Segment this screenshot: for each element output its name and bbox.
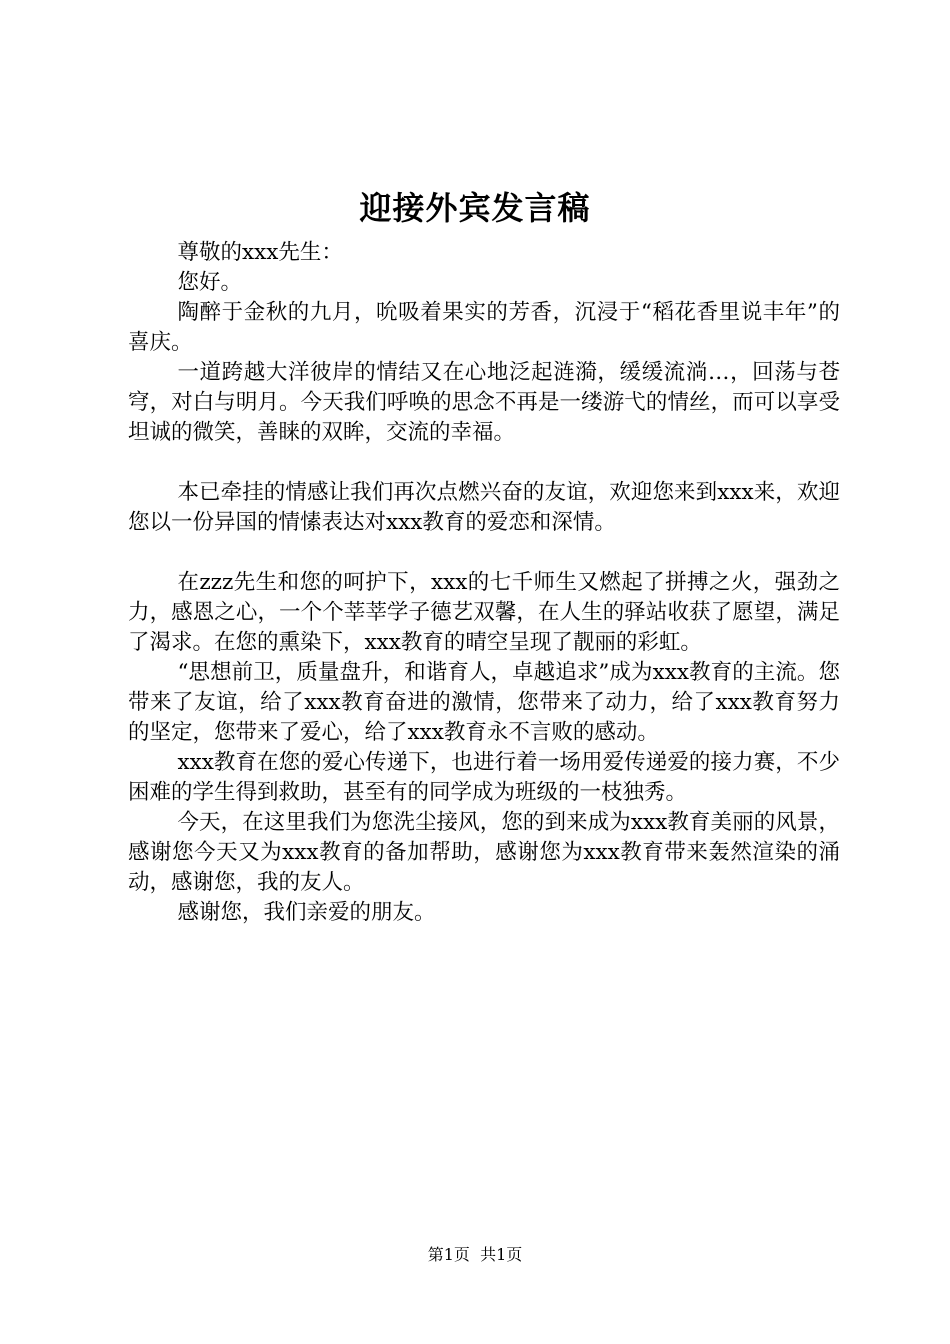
footer-separator (470, 1245, 480, 1264)
paragraph: 在zzz先生和您的呵护下，xxx的七千师生又燃起了拼搏之火，强劲之力，感恩之心，一个个莘莘学子德艺双馨，在人生的驿站收获了愿望，满足了渴求。在您的熏染下，xxx教育的晴空呈现了靓丽的彩虹。 (128, 570, 840, 655)
closing: 感谢您，我们亲爱的朋友。 (177, 900, 436, 925)
document-title: 迎接外宾发言稿 (359, 189, 591, 227)
paragraph: 今天，在这里我们为您洗尘接风，您的到来成为xxx教育美丽的风景，感谢您今天又为xxx教育的备加帮助，感谢您为xxx教育带来轰然渲染的涌动，感谢您，我的友人。 (128, 810, 840, 895)
paragraph: 本已牵挂的情感让我们再次点燃兴奋的友谊，欢迎您来到xxx来，欢迎您以一份异国的情愫表达对xxx教育的爱恋和深情。 (128, 480, 840, 535)
page-total: 共1页 (480, 1245, 523, 1264)
paragraph: xxx教育在您的爱心传递下，也进行着一场用爱传递爱的接力赛，不少困难的学生得到救助，甚至有的同学成为班级的一枝独秀。 (128, 750, 840, 805)
paragraph: 一道跨越大洋彼岸的情结又在心地泛起涟漪，缓缓流淌…，回荡与苍穹，对白与明月。今天我们呼唤的思念不再是一缕游弋的情丝，而可以享受坦诚的微笑，善睐的双眸，交流的幸福。 (128, 360, 840, 445)
paragraph: 陶醉于金秋的九月，吮吸着果实的芳香，沉浸于“稻花香里说丰年”的喜庆。 (128, 300, 840, 355)
salutation: 尊敬的xxx先生： (177, 240, 343, 265)
document-body (128, 238, 840, 928)
page-number: 第1页 (427, 1245, 470, 1264)
paragraph-gap (128, 538, 840, 568)
greeting: 您好。 (177, 270, 242, 295)
paragraph-gap (128, 448, 840, 478)
page-footer (0, 1244, 950, 1266)
paragraph: “思想前卫，质量盘升，和谐育人，卓越追求”成为xxx教育的主流。您带来了友谊，给了xxx教育奋进的激情，您带来了动力，给了xxx教育努力的坚定，您带来了爱心，给了xxx教育永不言败的感动。 (128, 660, 840, 745)
